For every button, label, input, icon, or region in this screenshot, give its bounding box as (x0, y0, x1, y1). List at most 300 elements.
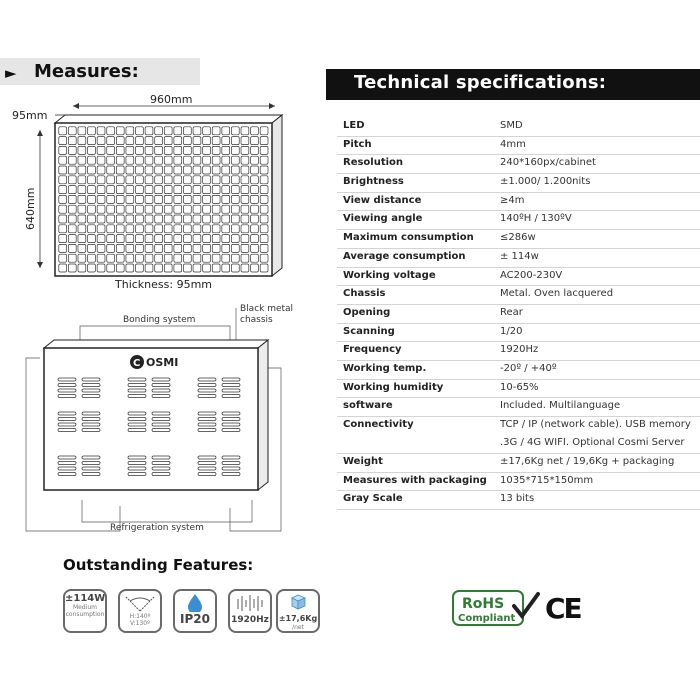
led-module (222, 127, 230, 135)
led-module (241, 127, 249, 135)
led-module (174, 146, 182, 154)
led-module (212, 127, 220, 135)
spec-row (337, 268, 700, 287)
led-module (59, 205, 67, 213)
cosmi-logo-letter: C (133, 358, 141, 369)
led-module (174, 137, 182, 145)
vent-slot (222, 467, 240, 470)
led-module (136, 146, 144, 154)
vent-slot (128, 429, 146, 432)
led-module (155, 205, 163, 213)
led-module (193, 195, 201, 203)
vent-slot (82, 384, 100, 387)
vent-slot (58, 378, 76, 381)
rohs-compliant-logo (452, 590, 540, 628)
led-module (136, 137, 144, 145)
led-module (126, 166, 134, 174)
led-module (231, 195, 239, 203)
led-module (136, 254, 144, 262)
vent-slot (222, 389, 240, 392)
led-module (78, 235, 86, 243)
led-module (183, 205, 191, 213)
led-module (231, 146, 239, 154)
led-module (97, 156, 105, 164)
led-module (222, 195, 230, 203)
led-module (183, 235, 191, 243)
spec-label: View distance (343, 194, 422, 206)
led-module (212, 215, 220, 223)
led-module (116, 146, 124, 154)
led-module (107, 195, 115, 203)
led-module (241, 186, 249, 194)
led-module (155, 244, 163, 252)
led-module (231, 205, 239, 213)
vent-slot (82, 418, 100, 421)
led-module (107, 235, 115, 243)
led-module (126, 225, 134, 233)
led-module (251, 176, 259, 184)
led-module (145, 235, 153, 243)
vent-slot (152, 384, 170, 387)
led-module (88, 195, 96, 203)
led-module (174, 264, 182, 272)
vent-slot (128, 462, 146, 465)
led-module (260, 244, 268, 252)
vent-slot (58, 389, 76, 392)
led-module (116, 186, 124, 194)
led-module (251, 137, 259, 145)
spec-value: Included. Multilanguage (500, 400, 621, 412)
led-module (241, 137, 249, 145)
vent-slot (222, 429, 240, 432)
vent-slot (82, 378, 100, 381)
spec-row (337, 211, 700, 230)
spec-value: 140ºH / 130ºV (500, 213, 572, 225)
vent-slot (152, 462, 170, 465)
frequency-feature-icon (228, 589, 272, 633)
led-module (97, 264, 105, 272)
led-module (203, 205, 211, 213)
led-module (212, 235, 220, 243)
vent-slot (128, 412, 146, 415)
spec-value: TCP / IP (network cable). USB memory .3G / 4G WIFI. Optional Cosmi Server (500, 419, 691, 448)
vent-slot (128, 423, 146, 426)
spec-label: Weight (343, 456, 383, 467)
vent-slot (82, 462, 100, 465)
led-module (183, 186, 191, 194)
led-module (193, 244, 201, 252)
led-module (59, 264, 67, 272)
led-module (97, 235, 105, 243)
led-module (174, 186, 182, 194)
spec-value: 240*160px/cabinet (500, 157, 596, 169)
vent-slot (152, 467, 170, 470)
led-module (126, 205, 134, 213)
spec-row (337, 137, 700, 156)
consumption-feature-icon (63, 589, 107, 633)
led-module (212, 264, 220, 272)
led-module (68, 195, 76, 203)
spec-label: Brightness (343, 176, 404, 188)
led-module (136, 186, 144, 194)
led-module (59, 146, 67, 154)
led-module (174, 127, 182, 135)
led-module (136, 244, 144, 252)
led-module (203, 146, 211, 154)
features-title: Outstanding Features: (63, 556, 254, 574)
vent-slot (82, 429, 100, 432)
spec-value: ≥4m (500, 194, 525, 206)
spec-row (337, 491, 700, 510)
led-module (183, 254, 191, 262)
led-module (78, 176, 86, 184)
led-module (88, 254, 96, 262)
led-module (164, 195, 172, 203)
vent-slot (82, 423, 100, 426)
led-module (97, 195, 105, 203)
led-module (183, 225, 191, 233)
led-module (174, 254, 182, 262)
led-module (116, 127, 124, 135)
vent-slot (222, 378, 240, 381)
led-module (174, 244, 182, 252)
led-module (183, 156, 191, 164)
led-module (251, 205, 259, 213)
led-module (193, 156, 201, 164)
led-module (174, 205, 182, 213)
led-module (126, 254, 134, 262)
led-module (126, 146, 134, 154)
led-module (251, 225, 259, 233)
led-module (68, 156, 76, 164)
vent-slot (198, 384, 216, 387)
led-module (183, 195, 191, 203)
led-module (231, 235, 239, 243)
led-module (251, 254, 259, 262)
spec-label: Gray Scale (343, 493, 403, 505)
led-module (88, 176, 96, 184)
led-module (164, 186, 172, 194)
led-module (260, 215, 268, 223)
led-module (59, 137, 67, 145)
led-module (241, 225, 249, 233)
tech-specs-title: Technical specifications: (354, 72, 607, 93)
led-module (107, 127, 115, 135)
spec-value: 4mm (500, 138, 526, 150)
led-module (183, 146, 191, 154)
vent-slot (58, 412, 76, 415)
led-module (193, 176, 201, 184)
spec-label: Viewing angle (343, 213, 423, 225)
vent-slot (222, 418, 240, 421)
led-module (251, 215, 259, 223)
led-module (164, 137, 172, 145)
spec-row (337, 380, 700, 399)
vent-slot (58, 462, 76, 465)
led-module (260, 225, 268, 233)
led-module (88, 225, 96, 233)
spec-row (337, 305, 700, 324)
led-module (78, 244, 86, 252)
led-module (107, 176, 115, 184)
vent-slot (222, 473, 240, 476)
vent-slot (198, 473, 216, 476)
led-module (193, 205, 201, 213)
led-module (68, 127, 76, 135)
led-module (241, 176, 249, 184)
frequency-value: 1920Hz (231, 615, 269, 625)
consumption-caption-2: consumption (65, 611, 105, 618)
led-module (212, 195, 220, 203)
led-module (59, 156, 67, 164)
led-module (174, 156, 182, 164)
led-module (107, 264, 115, 272)
led-module (78, 205, 86, 213)
spec-value: 10-65% (500, 381, 539, 393)
led-module (97, 186, 105, 194)
led-module (126, 127, 134, 135)
led-module (193, 127, 201, 135)
led-module (68, 215, 76, 223)
vent-slot (82, 467, 100, 470)
led-module (174, 176, 182, 184)
led-module (155, 195, 163, 203)
led-module (116, 166, 124, 174)
weight-feature-icon (276, 589, 320, 633)
led-module (107, 244, 115, 252)
led-module (78, 146, 86, 154)
led-module (88, 156, 96, 164)
led-module (164, 215, 172, 223)
led-module (183, 215, 191, 223)
ip-rating: IP20 (180, 612, 210, 626)
led-module (126, 264, 134, 272)
led-module (193, 215, 201, 223)
led-module (155, 176, 163, 184)
led-module (212, 146, 220, 154)
led-module (155, 264, 163, 272)
led-module (59, 225, 67, 233)
angle-h-caption: H:140º (129, 613, 151, 620)
spec-value: 13 bits (500, 493, 535, 505)
vent-slot (152, 423, 170, 426)
spec-value: ± 114w (500, 250, 539, 262)
angle-v-caption: V:130º (130, 620, 150, 627)
led-module (78, 254, 86, 262)
led-module (241, 264, 249, 272)
led-module (174, 195, 182, 203)
vent-slot (152, 473, 170, 476)
led-module (212, 254, 220, 262)
led-module (145, 146, 153, 154)
refrigeration-system-label: Refrigeration system (110, 523, 204, 533)
spec-value: ±1.000/ 1.200nits (500, 176, 591, 188)
led-module (231, 225, 239, 233)
led-module (174, 166, 182, 174)
led-module (260, 166, 268, 174)
led-module (136, 264, 144, 272)
led-module (212, 244, 220, 252)
led-module (88, 146, 96, 154)
spec-label: Chassis (343, 288, 386, 300)
vent-slot (222, 462, 240, 465)
led-module (68, 205, 76, 213)
led-module (97, 137, 105, 145)
led-module (59, 254, 67, 262)
vent-slot (128, 467, 146, 470)
spec-row (337, 361, 700, 380)
ip20-feature-icon (173, 589, 217, 633)
led-module (107, 254, 115, 262)
led-module (251, 195, 259, 203)
vent-slot (58, 395, 76, 398)
led-module (251, 127, 259, 135)
led-module (203, 215, 211, 223)
spec-row (337, 118, 700, 137)
led-module (231, 264, 239, 272)
led-module (97, 244, 105, 252)
led-module (251, 166, 259, 174)
spec-label: Maximum consumption (343, 232, 474, 244)
led-module (260, 264, 268, 272)
led-module (231, 137, 239, 145)
led-module (116, 215, 124, 223)
spec-value: -20º / +40º (500, 362, 557, 374)
led-module (212, 225, 220, 233)
led-module (97, 205, 105, 213)
led-module (107, 205, 115, 213)
weight-value: ±17,6Kg (278, 614, 318, 623)
rohs-compliant-text: Compliant (458, 613, 516, 624)
spec-value: AC200-230V (500, 269, 563, 281)
led-module (203, 166, 211, 174)
led-module (59, 127, 67, 135)
led-module (212, 186, 220, 194)
led-module (59, 176, 67, 184)
led-module (231, 215, 239, 223)
led-module (164, 166, 172, 174)
rear-chassis-drawing (0, 296, 320, 546)
led-module (174, 215, 182, 223)
led-module (155, 127, 163, 135)
led-module (97, 254, 105, 262)
led-module (88, 137, 96, 145)
spec-row (337, 342, 700, 361)
led-module (145, 176, 153, 184)
vent-slot (222, 456, 240, 459)
spec-label: Opening (343, 306, 391, 318)
led-module (212, 205, 220, 213)
led-module (116, 156, 124, 164)
spec-row (337, 286, 700, 305)
led-module (88, 166, 96, 174)
led-module (145, 225, 153, 233)
led-module (88, 186, 96, 194)
led-module (203, 225, 211, 233)
led-module (145, 137, 153, 145)
vent-slot (222, 423, 240, 426)
led-module (260, 146, 268, 154)
led-module (222, 235, 230, 243)
led-module (231, 127, 239, 135)
led-module (155, 137, 163, 145)
led-module (260, 156, 268, 164)
chassis-label-line2: chassis (240, 315, 273, 325)
vent-slot (152, 412, 170, 415)
led-module (241, 205, 249, 213)
led-module (68, 137, 76, 145)
vent-slot (198, 378, 216, 381)
led-module (145, 156, 153, 164)
led-module (203, 254, 211, 262)
led-module (78, 186, 86, 194)
spec-row (337, 174, 700, 193)
vent-slot (198, 412, 216, 415)
spec-value: 1/20 (500, 325, 523, 337)
waveform-icon (230, 593, 270, 613)
led-module (97, 127, 105, 135)
spec-label: Connectivity (343, 419, 414, 430)
led-module (212, 156, 220, 164)
vent-slot (198, 467, 216, 470)
led-module (260, 137, 268, 145)
measures-title: Measures: (34, 61, 139, 82)
vent-slot (152, 418, 170, 421)
led-module (231, 186, 239, 194)
led-module (145, 186, 153, 194)
led-module (145, 127, 153, 135)
led-module (68, 264, 76, 272)
led-module (260, 127, 268, 135)
angle-icon (120, 593, 160, 613)
spec-value: ±17,6Kg net / 19,6Kg + packaging (500, 456, 675, 467)
led-module (203, 156, 211, 164)
spec-label: Measures with packaging (343, 474, 487, 486)
led-module (68, 235, 76, 243)
led-module (260, 186, 268, 194)
vent-slot (128, 395, 146, 398)
led-module (222, 205, 230, 213)
led-module (107, 156, 115, 164)
led-module (126, 176, 134, 184)
led-module (183, 264, 191, 272)
led-module (97, 146, 105, 154)
spec-row (337, 473, 700, 492)
led-module (136, 205, 144, 213)
led-module (97, 176, 105, 184)
led-module (116, 176, 124, 184)
led-module (164, 156, 172, 164)
led-module (136, 235, 144, 243)
led-module (155, 254, 163, 262)
viewing-angle-feature-icon (118, 589, 162, 633)
led-module (251, 146, 259, 154)
led-module (126, 235, 134, 243)
thickness-label: Thickness: 95mm (115, 278, 212, 288)
led-module (68, 225, 76, 233)
led-module (260, 254, 268, 262)
spec-row (337, 155, 700, 174)
led-module (241, 146, 249, 154)
led-module (231, 166, 239, 174)
led-module (155, 215, 163, 223)
led-module (78, 264, 86, 272)
led-module (193, 137, 201, 145)
led-module (68, 186, 76, 194)
led-module (251, 186, 259, 194)
led-module (107, 146, 115, 154)
led-module (145, 264, 153, 272)
